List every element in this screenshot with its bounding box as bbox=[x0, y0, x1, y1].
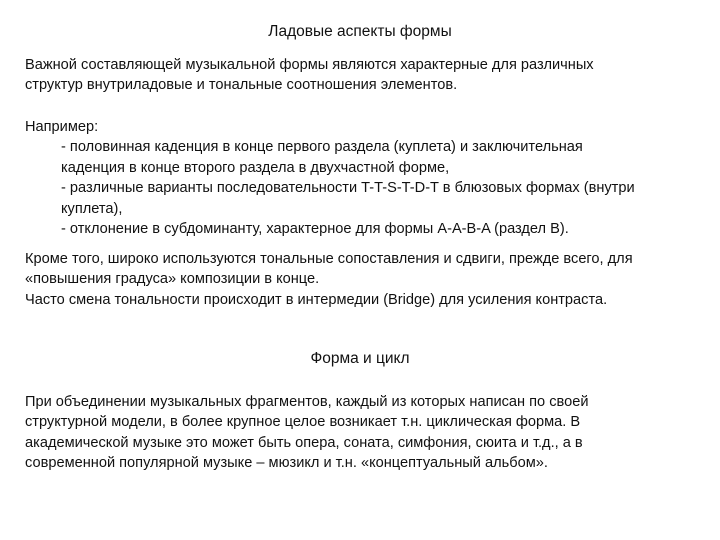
intro-line: Важной составляющей музыкальной формы являются характерные для различных bbox=[25, 57, 594, 73]
paragraph-line: современной популярной музыке – мюзикл и т.н. «концептуальный альбом». bbox=[25, 455, 548, 472]
cycle-paragraph bbox=[25, 392, 705, 474]
intro-paragraph bbox=[25, 55, 705, 96]
paragraph-line: структурной модели, в более крупное целое возникает т.н. циклическая форма. В bbox=[25, 414, 581, 431]
paragraph-line: Часто смена тональности происходит в интермедии (Bridge) для усиления контраста. bbox=[25, 291, 608, 308]
tonal-shifts-paragraph bbox=[25, 249, 705, 310]
paragraph-line: При объединении музыкальных фрагментов, каждый из которых написан по своей bbox=[25, 394, 589, 410]
paragraph-line: Кроме того, широко используются тональные сопоставления и сдвиги, прежде всего, для bbox=[25, 251, 633, 267]
example-line: - отклонение в субдоминанту, характерное для формы A-A-B-A (раздел B). bbox=[61, 221, 569, 238]
paragraph-line: академической музыке это может быть опера, соната, симфония, сюита и т.д., а в bbox=[25, 434, 583, 451]
example-line: - половинная каденция в конце первого раздела (куплета) и заключительная bbox=[61, 139, 583, 156]
example-line: куплета), bbox=[61, 200, 123, 217]
intro-line: структур внутриладовые и тональные соотношения элементов. bbox=[25, 77, 458, 94]
examples-lead: Например: bbox=[25, 119, 99, 135]
heading-form-and-cycle: Форма и цикл bbox=[310, 350, 410, 367]
paragraph-line: «повышения градуса» композиции в конце. bbox=[25, 271, 320, 288]
example-line: каденция в конце второго раздела в двухчастной форме, bbox=[61, 159, 450, 176]
examples-paragraph bbox=[25, 117, 705, 239]
heading-modal-aspects: Ладовые аспекты формы bbox=[268, 23, 452, 40]
example-line: - различные варианты последовательности T-T-S-T-D-T в блюзовых формах (внутри bbox=[61, 180, 635, 197]
